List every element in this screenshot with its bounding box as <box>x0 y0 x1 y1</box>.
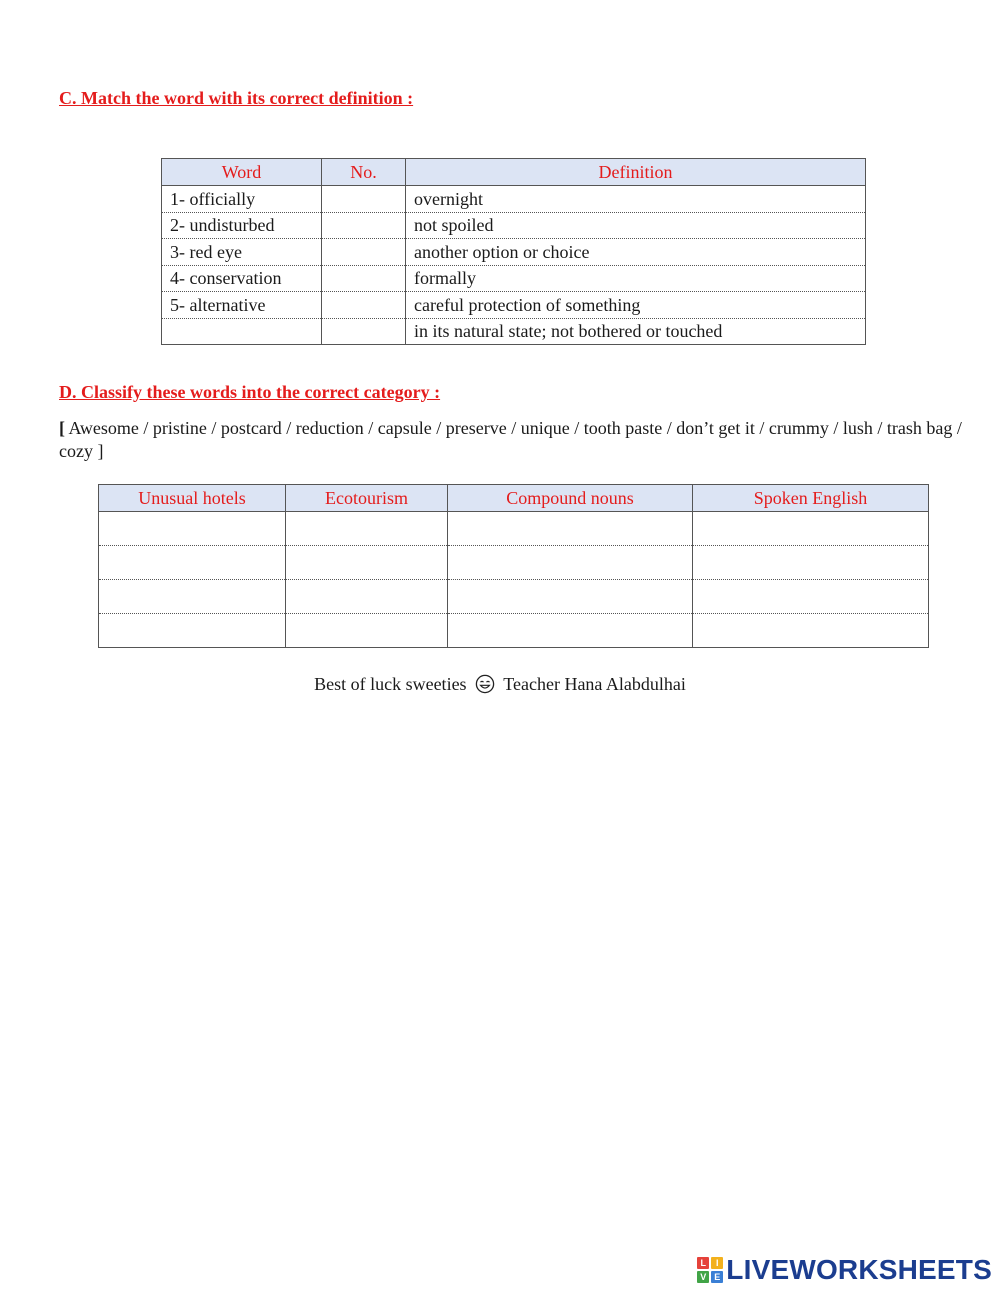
word-cell: 1- officially <box>162 186 322 213</box>
logo-text: LIVEWORKSHEETS <box>726 1254 992 1285</box>
table-row <box>99 546 929 580</box>
number-answer-cell[interactable] <box>322 292 406 319</box>
smiley-face-icon <box>475 674 495 694</box>
number-answer-cell[interactable] <box>322 186 406 213</box>
answer-cell[interactable] <box>448 580 693 614</box>
signoff-text: Best of luck sweeties <box>314 674 467 694</box>
table-row <box>162 265 866 292</box>
logo-block: V <box>697 1271 709 1283</box>
number-answer-cell[interactable] <box>322 318 406 345</box>
column-header-word: Word <box>162 159 322 186</box>
table-row <box>162 186 866 213</box>
section-d-heading: D. Classify these words into the correct category : <box>59 382 441 402</box>
match-table-header <box>162 159 866 186</box>
word-bank-list: Awesome / pristine / postcard / reduction / capsule / preserve / unique / tooth paste / don’t get it / crummy / lush / trash bag / cozy ] <box>59 418 962 461</box>
table-row <box>99 580 929 614</box>
table-row <box>99 512 929 546</box>
table-row <box>99 614 929 648</box>
column-header-compound-nouns: Compound nouns <box>448 485 693 512</box>
classify-table-header <box>99 485 929 512</box>
definition-cell: another option or choice <box>406 239 866 266</box>
definition-cell: in its natural state; not bothered or touched <box>406 318 866 345</box>
word-bank-open-bracket: [ <box>59 418 65 438</box>
answer-cell[interactable] <box>693 580 929 614</box>
word-cell: 3- red eye <box>162 239 322 266</box>
column-header-spoken-english: Spoken English <box>693 485 929 512</box>
table-row <box>162 318 866 345</box>
word-bank <box>59 417 964 463</box>
column-header-ecotourism: Ecotourism <box>286 485 448 512</box>
definition-cell: careful protection of something <box>406 292 866 319</box>
logo-block: E <box>711 1271 723 1283</box>
answer-cell[interactable] <box>448 614 693 648</box>
answer-cell[interactable] <box>99 546 286 580</box>
table-row <box>162 239 866 266</box>
answer-cell[interactable] <box>99 580 286 614</box>
table-row <box>162 292 866 319</box>
answer-cell[interactable] <box>286 546 448 580</box>
word-cell: 2- undisturbed <box>162 212 322 239</box>
answer-cell[interactable] <box>99 512 286 546</box>
answer-cell[interactable] <box>286 512 448 546</box>
definition-cell: overnight <box>406 186 866 213</box>
match-table <box>161 158 866 345</box>
definition-cell: not spoiled <box>406 212 866 239</box>
liveworksheets-logo <box>697 1254 992 1286</box>
number-answer-cell[interactable] <box>322 265 406 292</box>
answer-cell[interactable] <box>693 512 929 546</box>
logo-blocks-icon <box>697 1257 723 1283</box>
answer-cell[interactable] <box>286 580 448 614</box>
word-cell <box>162 318 322 345</box>
logo-block: I <box>711 1257 723 1269</box>
table-row <box>162 212 866 239</box>
signoff-author: Teacher Hana Alabdulhai <box>503 674 686 694</box>
word-cell: 4- conservation <box>162 265 322 292</box>
section-c-heading: C. Match the word with its correct definition : <box>59 88 414 108</box>
answer-cell[interactable] <box>286 614 448 648</box>
column-header-unusual-hotels: Unusual hotels <box>99 485 286 512</box>
column-header-no: No. <box>322 159 406 186</box>
answer-cell[interactable] <box>99 614 286 648</box>
answer-cell[interactable] <box>693 614 929 648</box>
classify-table <box>98 484 929 648</box>
logo-block: L <box>697 1257 709 1269</box>
number-answer-cell[interactable] <box>322 212 406 239</box>
column-header-definition: Definition <box>406 159 866 186</box>
answer-cell[interactable] <box>448 546 693 580</box>
answer-cell[interactable] <box>693 546 929 580</box>
word-cell: 5- alternative <box>162 292 322 319</box>
number-answer-cell[interactable] <box>322 239 406 266</box>
definition-cell: formally <box>406 265 866 292</box>
answer-cell[interactable] <box>448 512 693 546</box>
signoff <box>0 674 1000 695</box>
